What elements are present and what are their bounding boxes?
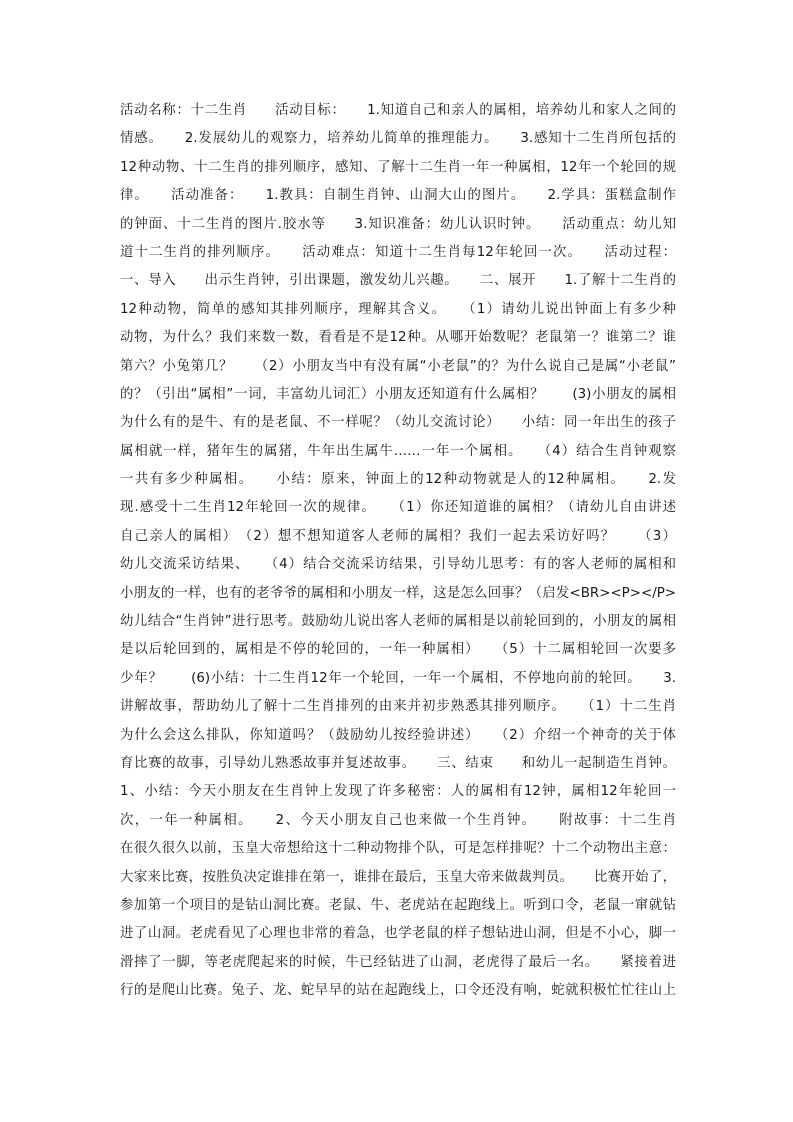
text-line: 小朋友的一样，也有的老爷爷的属相和小朋友一样，这是怎么回事？（启发<BR><P></P>: [120, 585, 676, 601]
text-line: 育比赛的故事，引导幼儿熟悉故事并复述故事。 三、结束 和幼儿一起制造生肖钟。: [120, 755, 676, 771]
text-line: 第六？小兔第几？ （2）小朋友当中有没有属“小老鼠”的？为什么说自己是属“小老鼠”: [120, 358, 676, 374]
text-line: 属相就一样，猪年生的属猪，牛年出生属牛……一年一个属相。 （4）结合生肖钟观察: [120, 443, 676, 459]
text-line: 情感。 2.发展幼儿的观察力，培养幼儿简单的推理能力。 3.感知十二生肖所包括的: [120, 131, 676, 147]
text-line: 幼儿结合“生肖钟”进行思考。鼓励幼儿说出客人老师的属相是以前轮回到的，小朋友的属相: [120, 614, 676, 630]
text-line: 幼儿交流采访结果、 （4）结合交流采访结果，引导幼儿思考：有的客人老师的属相和: [120, 557, 676, 573]
text-line: 在很久很久以前，玉皇大帝想给这十二种动物排个队，可是怎样排呢？十二个动物出主意：: [120, 841, 676, 857]
text-line: 为什么会这么排队，你知道吗？（鼓励幼儿按经验讲述） （2）介绍一个神奇的关于体: [120, 727, 676, 743]
text-line: 讲解故事，帮助幼儿了解十二生肖排列的由来并初步熟悉其排列顺序。 （1）十二生肖: [120, 699, 676, 715]
document-body: [120, 97, 676, 1006]
text-line: 滑摔了一脚，等老虎爬起来的时候，牛已经钻进了山洞，老虎得了最后一名。 紧接着进: [120, 954, 676, 970]
text-line: 现.感受十二生肖12年轮回一次的规律。 （1）你还知道谁的属相？（请幼儿自由讲述: [120, 500, 676, 516]
text-line: 少年？ (6)小结：十二生肖12年一个轮回，一年一个属相，不停地向前的轮回。 3.: [120, 670, 676, 686]
text-line: 自己亲人的属相） （2）想不想知道客人老师的属相？我们一起去采访好吗？ （3）: [120, 528, 676, 544]
text-line: 1、小结：今天小朋友在生肖钟上发现了许多秘密：人的属相有12钟，属相12年轮回一: [120, 784, 676, 800]
text-line: 行的是爬山比赛。兔子、龙、蛇早早的站在起跑线上，口令还没有响，蛇就积极忙忙往山上: [120, 983, 676, 999]
text-line: 的？（引出“属相”一词，丰富幼儿词汇）小朋友还知道有什么属相？ (3)小朋友的属相: [120, 386, 676, 402]
text-line: 道十二生肖的排列顺序。 活动难点：知道十二生肖每12年轮回一次。 活动过程：: [120, 244, 676, 260]
text-line: 一共有多少种属相。 小结：原来，钟面上的12种动物就是人的12种属相。 2.发: [120, 472, 676, 488]
text-line: 是以后轮回到的，属相是不停的轮回的，一年一种属相） （5）十二属相轮回一次要多: [120, 642, 676, 658]
text-line: 12种动物，简单的感知其排列顺序，理解其含义。 （1）请幼儿说出钟面上有多少种: [120, 301, 676, 317]
text-line: 一、导入 出示生肖钟，引出课题，激发幼儿兴趣。 二、展开 1.了解十二生肖的: [120, 273, 676, 289]
text-line: 12种动物、十二生肖的排列顺序，感知、了解十二生肖一年一种属相，12年一个轮回的规: [120, 159, 676, 175]
text-line: 为什么有的是牛、有的是老鼠、不一样呢？（幼儿交流讨论） 小结：同一年出生的孩子: [120, 415, 676, 431]
text-line: 参加第一个项目的是钻山洞比赛。老鼠、牛、老虎站在起跑线上。听到口令，老鼠一窜就钻: [120, 897, 676, 913]
text-line: 的钟面、十二生肖的图片.胶水等 3.知识准备：幼儿认识时钟。 活动重点：幼儿知: [120, 216, 676, 232]
text-line: 次，一年一种属相。 2、今天小朋友自己也来做一个生肖钟。 附故事：十二生肖: [120, 812, 676, 828]
text-line: 大家来比赛，按胜负决定谁排在第一，谁排在最后，玉皇大帝来做裁判员。 比赛开始了，: [120, 869, 676, 885]
text-line: 进了山洞。老虎看见了心理也非常的着急，也学老鼠的样子想钻进山洞，但是不小心，脚一: [120, 926, 676, 942]
text-line: 律。 活动准备： 1.教具：自制生肖钟、山洞大山的图片。 2.学具：蛋糕盒制作: [120, 188, 676, 204]
text-line: 动物，为什么？我们来数一数，看看是不是12种。从哪开始数呢？老鼠第一？谁第二？谁: [120, 330, 676, 346]
text-line: 活动名称：十二生肖 活动目标： 1.知道自己和亲人的属相，培养幼儿和家人之间的: [120, 103, 676, 118]
